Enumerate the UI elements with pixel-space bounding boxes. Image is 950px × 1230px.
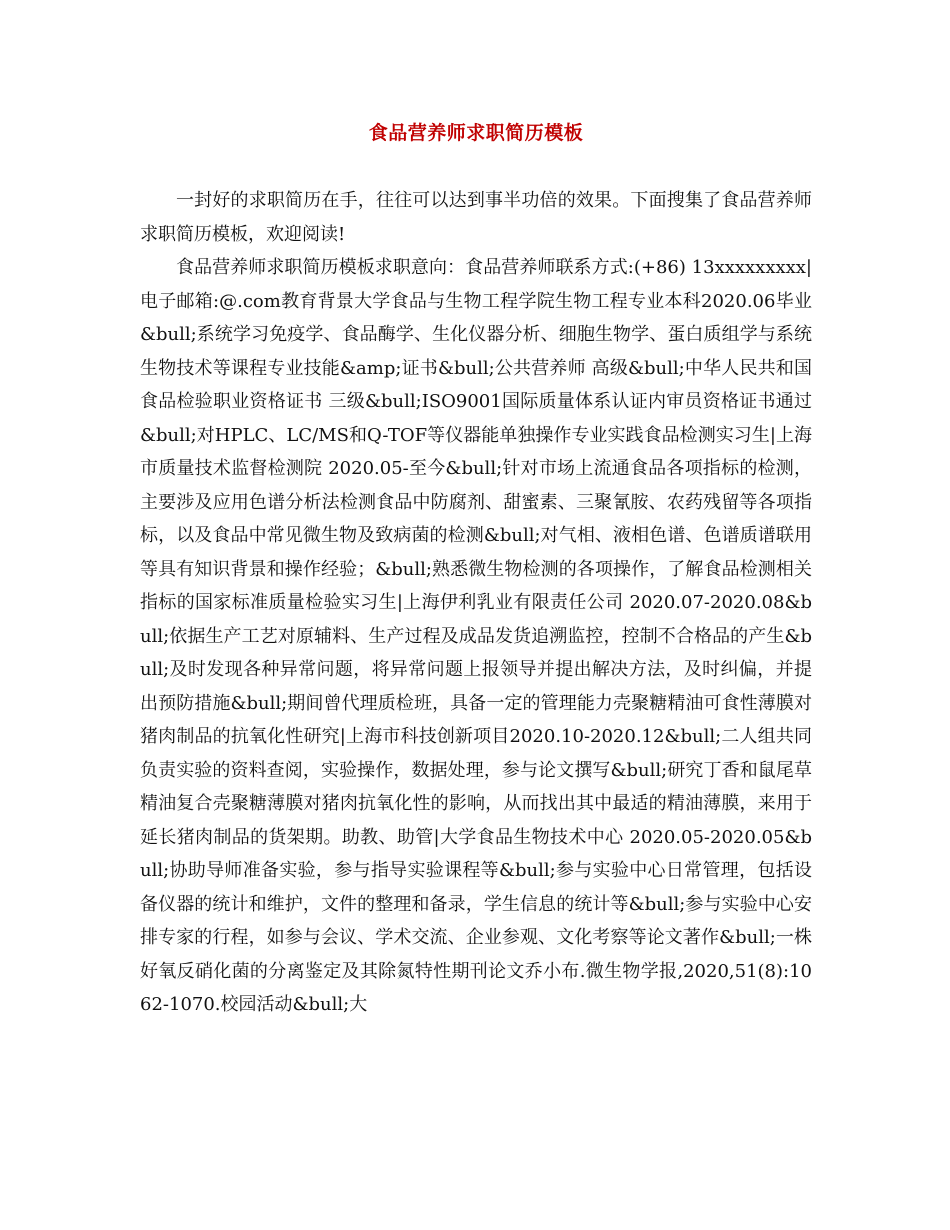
intro-paragraph: 一封好的求职简历在手，往往可以达到事半功倍的效果。下面搜集了食品营养师求职简历模板，欢迎阅读! <box>140 190 812 245</box>
resume-body-paragraph: 食品营养师求职简历模板求职意向：食品营养师联系方式:(+86) 13xxxxxxxxx|电子邮箱:@.com教育背景大学食品与生物工程学院生物工程专业本科2020.06毕业&bull;系统学习免疫学、食品酶学、生化仪器分析、细胞生物学、蛋白质组学与系统生物技术等课程专业技能&amp;证书&bull;公共营养师 高级&bull;中华人民共和国食品检验职业资格证书 三级&bull;ISO9001国际质量体系认证内审员资格证书通过&bull;对HPLC、LC/MS和Q-TOF等仪器能单独操作专业实践食品检测实习生|上海市质量技术监督检测院 2020.05-至今&bull;针对市场上流通食品各项指标的检测，主要涉及应用色谱分析法检测食品中防腐剂、甜蜜素、三聚氰胺、农药残留等各项指标，以及食品中常见微生物及致病菌的检测&bull;对气相、液相色谱、色谱质谱联用等具有知识背景和操作经验；&bull;熟悉微生物检测的各项操作，了解食品检测相关指标的国家标准质量检验实习生|上海伊利乳业有限责任公司 2020.07-2020.08&bull;依据生产工艺对原辅料、生产过程及成品发货追溯监控，控制不合格品的产生&bull;及时发现各种异常问题，将异常问题上报领导并提出解决方法，及时纠偏，并提出预防措施&bull;期间曾代理质检班，具备一定的管理能力壳聚糖精油可食性薄膜对猪肉制品的抗氧化性研究|上海市科技创新项目2020.10-2020.12&bull;二人组共同负责实验的资料查阅，实验操作，数据处理，参与论文撰写&bull;研究丁香和鼠尾草精油复合壳聚糖薄膜对猪肉抗氧化性的影响，从而找出其中最适的精油薄膜，来用于延长猪肉制品的货架期。助教、助管|大学食品生物技术中心 2020.05-2020.05&bull;协助导师准备实验，参与指导实验课程等&bull;参与实验中心日常管理，包括设备仪器的统计和维护，文件的整理和备录，学生信息的统计等&bull;参与实验中心安排专家的行程，如参与会议、学术交流、企业参观、文化考察等论文著作&bull;一株好氧反硝化菌的分离鉴定及其除氮特性期刊论文乔小布.微生物学报,2020,51(8):1062-1070.校园活动&bull;大 <box>140 257 812 1015</box>
document-page <box>140 118 812 1022</box>
document-title: 食品营养师求职简历模板 <box>368 122 584 144</box>
